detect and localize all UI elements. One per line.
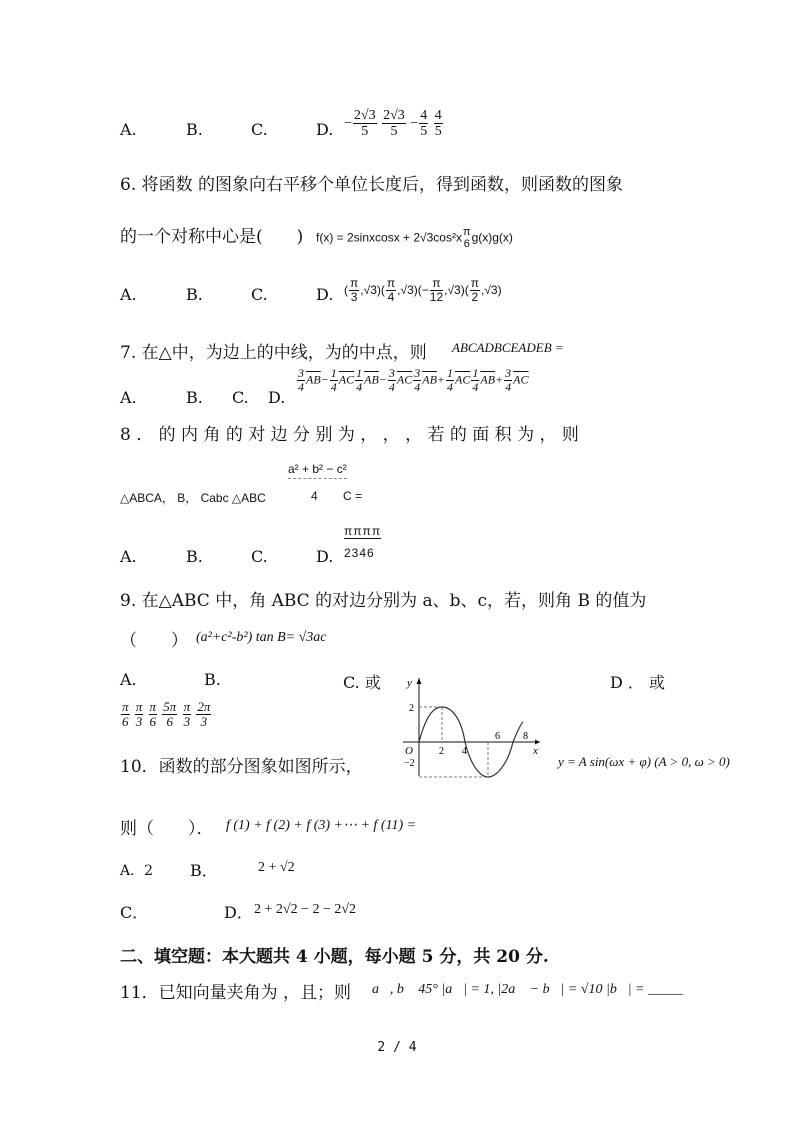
x-tick-label: 4 [462,746,467,757]
section-heading: 二、填空题：本大题共 4 小题，每小题 5 分，共 20 分. [120,947,549,967]
q9-fracs: $\frac{\pi}{6}$ $\frac{\pi}{3}$ $\frac{\pi}{6}$ $\frac{5\pi}{6}$ $\frac{\pi}{3}$ $\frac{2\pi}{3}$ [122,699,211,730]
q10-option-d: D． [224,903,253,922]
x-tick-label: 8 [523,731,528,742]
x-tick-label: 6 [495,731,500,742]
q5-option-d: D. [316,120,334,139]
q10-sum: f (1) + f (2) + f (3) +⋯ + f (11) = [226,818,417,833]
q8-nums: 2346 [344,546,375,560]
q8-option-d: D. [316,547,334,566]
q5-option-a: A. [120,120,137,139]
q10-option-b-value: 2 + √2 [258,860,295,875]
q8-option-c: C. [251,547,268,566]
q8-pis: ππππ [344,524,382,538]
q10-formula: y = A sin(ωx + φ) (A > 0, ω > 0) [558,754,730,769]
x-tick-label: 2 [439,746,444,757]
q7-option-d: D. [268,388,286,407]
q9-option-b: B. [204,670,221,689]
q6-formula: f(x) = 2sinxcosx + 2√3cos²x π 6 g(x)g(x) [316,226,513,251]
q9-text: 9. 在△ABC 中，角 ABC 的对边分别为 a、b、c，若，则角 B 的值为 [120,591,647,611]
q9-option-c: C. 或 [343,673,381,692]
q8-den: 4 [311,489,318,503]
q8-row: △ABCA， B， Cabc △ABC [120,491,266,505]
y-tick-label: 2 [409,703,414,714]
q7-option-b: B. [186,388,203,407]
q9-option-d: D ． 或 [610,673,666,692]
q5-option-c: C. [251,120,268,139]
q7-text: 7. 在△中，为边上的中线，为的中点，则 [120,343,427,363]
y-tick-label: −2 [404,758,415,769]
q6-option-c: C. [251,285,268,304]
q11-text: 11．已知向量夹角为 ，且；则 [120,983,352,1003]
q7-option-a: A. [120,388,137,407]
x-axis-arrow-icon [535,740,540,745]
q8-tail: C = [343,489,363,503]
q10-line2: 则（ ）． [120,819,214,839]
q5-values: − $\frac{2√3}{5}$ $\frac{2√3}{5}$ − $\frac{4}{5}$ $\frac{4}{5}$ [344,108,442,140]
q10-option-c: C． [120,903,149,922]
q9-formula: (a²+c²-b²) tan B= √3ac [196,630,327,645]
q11-formula: a⃗, b⃗ 45° |a⃗| = 1, |2a⃗ − b⃗| = √10 |b⃗| = _____ [372,982,684,997]
page-number: 2 / 4 [377,1040,417,1055]
q6-option-d: D. [316,285,334,304]
q8-option-a: A. [120,547,137,566]
origin-label: O [405,745,413,757]
q10-option-b: B． [190,861,218,880]
x-axis-label: x [533,745,538,757]
q6-points: ( $\frac{\pi}{3}$ ,√3)( $\frac{\pi}{4}$ ,√3)(− $\frac{\pi}{12}$ ,√3)( $\frac{\pi}{2}$ ,√3) [344,276,502,305]
q10-option-a: A．2 [120,863,154,879]
q8-option-b: B. [186,547,203,566]
q7-terms: $\frac{3}{4}$ $\overline{AB}-$ $\frac{1}{4}$ $\overline{AC}$ $\frac{1}{4}$ $\overline{AB}-$ $\frac{3}{4}$ $\overline{AC}$ $\frac{3}{4}$ $\overline{AB}+$ $\frac{1}{4}$ $\overline{AC}$ $\frac{1}{4}$ $\overline{AB}+$ $\frac{3}{4}$ $\overline{AC}$ [298,366,529,395]
q10-text: 10．函数的部分图象如图所示， [120,757,363,777]
y-axis-label: y [407,677,412,689]
q8-text: 8 ． 的 内 角 的 对 边 分 别 为 ， ， ， 若 的 面 积 为 ， 则 [120,425,579,445]
q6-option-b: B. [186,285,203,304]
q10-option-cd-value: 2 + 2√2 − 2 − 2√2 [254,902,357,917]
q7-vectors: ABCADBCEADEB = [452,340,564,355]
sine-graph [395,672,545,782]
q8-numerator: a² + b² − c² [288,462,347,479]
y-axis-arrow-icon [417,678,422,684]
q5-option-b: B. [186,120,203,139]
q7-option-c: C. [232,388,249,407]
q9-paren: （ ） [120,631,188,651]
q6-text: 6. 将函数 的图象向右平移个单位长度后，得到函数，则函数的图象 [120,175,624,195]
q6-option-a: A. [120,285,137,304]
q9-option-a: A. [120,670,137,689]
q6-text-2: 的一个对称中心是( ) [120,227,304,247]
